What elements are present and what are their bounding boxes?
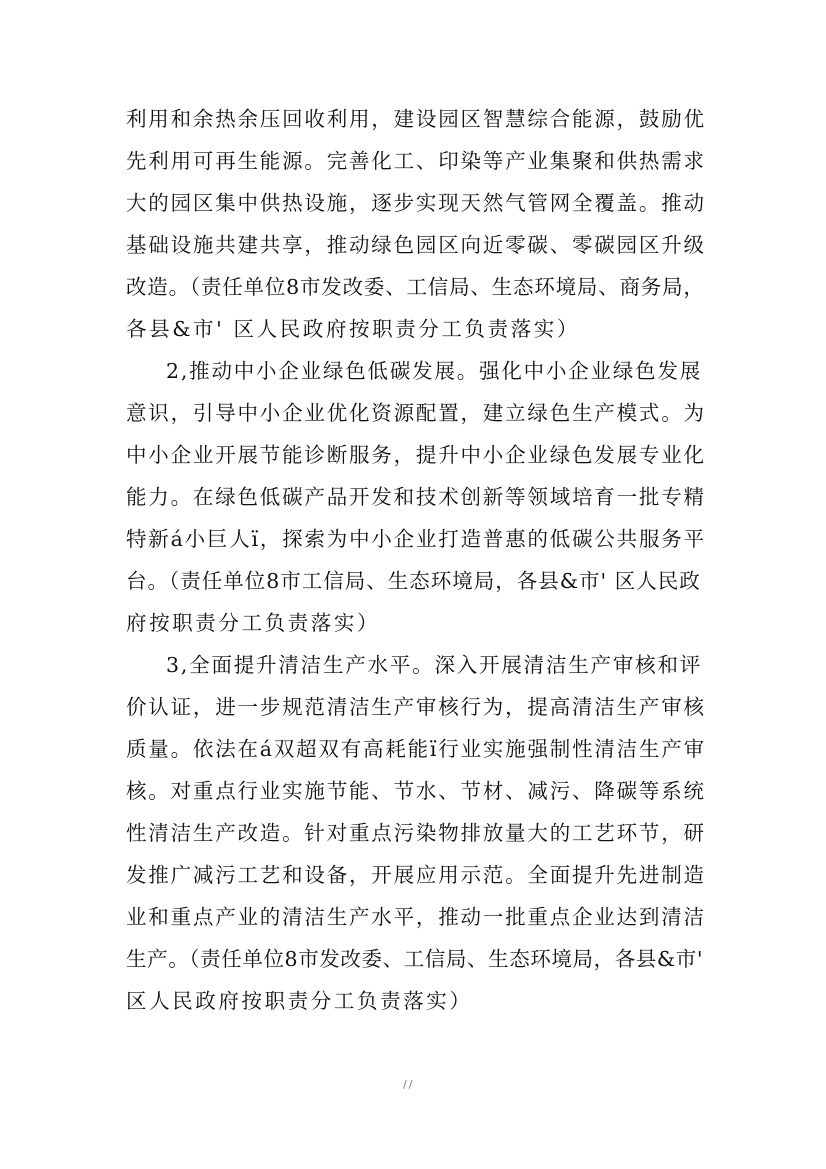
text-line: 价认证，进一步规范清洁生产审核行为，提高清洁生产审核: [126, 695, 706, 719]
text-line: 核。对重点行业实施节能、节水、节材、减污、降碳等系统: [126, 779, 706, 803]
section-heading-line: 2,推动中小企业绿色低碳发展。强化中小企业绿色发展: [166, 359, 703, 383]
text-line: 府按职责分工负责落实）: [126, 611, 381, 635]
text-line: 先利用可再生能源。完善化工、印染等产业集聚和供热需求: [126, 149, 706, 173]
text-line: 意识，引导中小企业优化资源配置，建立绿色生产模式。为: [126, 401, 706, 425]
text-line: 台。（责任单位8市工信局、生态环境局，各县&市' 区人民政: [126, 569, 701, 593]
text-line: 基础设施共建共享，推动绿色园区向近零碳、零碳园区升级: [126, 233, 706, 257]
text-line: 性清洁生产改造。针对重点污染物排放量大的工艺环节，研: [126, 821, 706, 845]
text-line: 业和重点产业的清洁生产水平，推动一批重点企业达到清洁: [126, 905, 706, 929]
text-line: 中小企业开展节能诊断服务，提升中小企业绿色发展专业化: [126, 443, 706, 467]
text-line: 发推广减污工艺和设备，开展应用示范。全面提升先进制造: [126, 863, 706, 887]
text-line: 区人民政府按职责分工负责落实）: [126, 989, 473, 1013]
text-line: 改造。（责任单位8市发改委、工信局、生态环境局、商务局，: [126, 275, 705, 299]
text-line: 能力。在绿色低碳产品开发和技术创新等领域培育一批专精: [126, 485, 706, 509]
text-line: 质量。依法在á双超双有高耗能ï行业实施强制性清洁生产审: [126, 737, 706, 761]
page-footer-mark: //: [403, 1078, 415, 1091]
text-line: 利用和余热余压回收利用，建设园区智慧综合能源，鼓励优: [126, 107, 706, 131]
text-line: 生产。（责任单位8市发改委、工信局、生态环境局，各县&市': [126, 947, 704, 971]
text-line: 各县&市' 区人民政府按职责分工负责落实）: [126, 317, 580, 341]
text-line: 特新á小巨人ï，探索为中小企业打造普惠的低碳公共服务平: [126, 527, 706, 551]
text-line: 大的园区集中供热设施，逐步实现天然气管网全覆盖。推动: [126, 191, 706, 215]
section-heading-line: 3,全面提升清洁生产水平。深入开展清洁生产审核和评: [166, 653, 703, 677]
